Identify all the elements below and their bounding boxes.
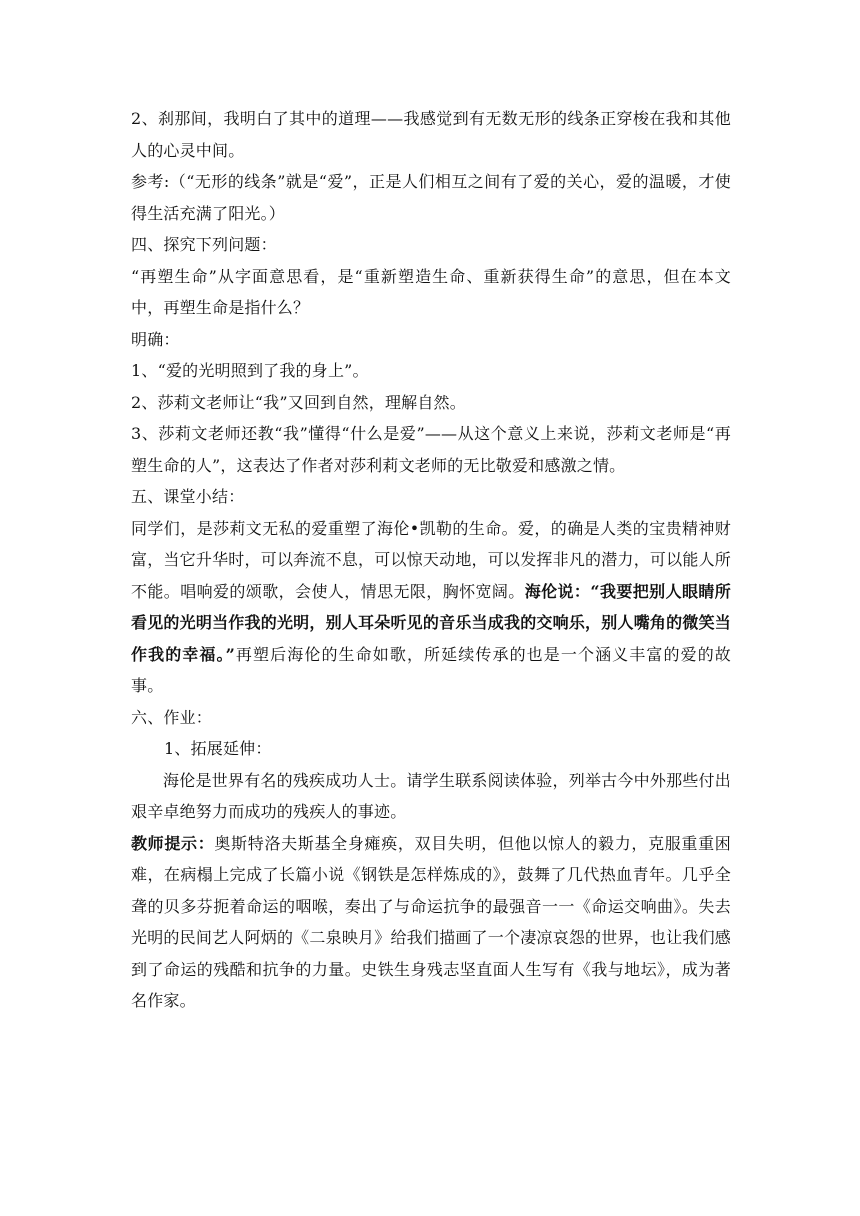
paragraph-answer-1: 1、“爱的光明照到了我的身上”。 (131, 361, 369, 380)
paragraph-answer-2: 2、莎莉文老师让“我”又回到自然，理解自然。 (131, 392, 466, 412)
teacher-hint (131, 828, 731, 1017)
homework-task: 海伦是世界有名的残疾成功人士。请学生联系阅读体验，列举古今中外那些付出艰辛卓绝努力而成功的残疾人的事迹。 (131, 770, 731, 821)
paragraph-answer-3: 3、莎莉文老师还教“我”懂得“什么是爱”——从这个意义上来说，莎莉文老师是“再塑生命的人”，这表达了作者对莎利莉文老师的无比敬爱和感激之情。 (131, 424, 731, 475)
section-heading-5: 五、课堂小结： (131, 487, 245, 506)
summary-ending: 再塑后海伦的生命如歌，所延续传承的也是一个涵义丰富的爱的故事。 (131, 644, 731, 695)
paragraph-point-2: 2、刹那间，我明白了其中的道理——我感觉到有无数无形的线条正穿梭在我和其他人的心灵中间。 (131, 109, 731, 160)
paragraph-clarify-label: 明确： (131, 329, 180, 349)
section-heading-4: 四、探究下列问题： (131, 235, 277, 254)
summary-quote: 海伦说：“我要把别人眼睛所看见的光明当作我的光明，别人耳朵听见的音乐当成我的交响乐，别人嘴角的微笑当作我的幸福。” (131, 581, 731, 664)
document-page (131, 103, 731, 1017)
teacher-hint-label: 教师提示： (131, 833, 215, 853)
paragraph-reference: 参考:（“无形的线条”就是“爱”，正是人们相互之间有了爱的关心，爱的温暖，才使得生活充满了阳光。） (131, 172, 731, 223)
paragraph-question: “再塑生命”从字面意思看，是“重新塑造生命、重新获得生命”的意思，但在本文中，再塑生命是指什么？ (131, 266, 731, 317)
homework-item-1: 1、拓展延伸： (164, 739, 272, 758)
paragraph-summary (131, 513, 731, 702)
teacher-hint-text: 奥斯特洛夫斯基全身瘫痪，双目失明，但他以惊人的毅力，克服重重困难，在病榻上完成了长篇小说《钢铁是怎样炼成的》，鼓舞了几代热血青年。几乎全聋的贝多芬扼着命运的咽喉，奏出了与命运抗争的最强音一一《命运交响曲》。失去光明的民间艺人阿炳的《二泉映月》给我们描画了一个凄凉哀怨的世界，也让我们感到了命运的残酷和抗争的力量。史铁生身残志坚直面人生写有《我与地坛》，成为著名作家。 (131, 833, 731, 1010)
summary-text: 同学们，是莎莉文无私的爱重塑了海伦•凯勒的生命。爱，的确是人类的宝贵精神财富，当它升华时，可以奔流不息，可以惊天动地，可以发挥非凡的潜力，可以能人所不能。唱响爱的颂歌，会使人，情思无限，胸怀宽阔。 (131, 518, 731, 601)
section-heading-6: 六、作业： (131, 707, 213, 727)
